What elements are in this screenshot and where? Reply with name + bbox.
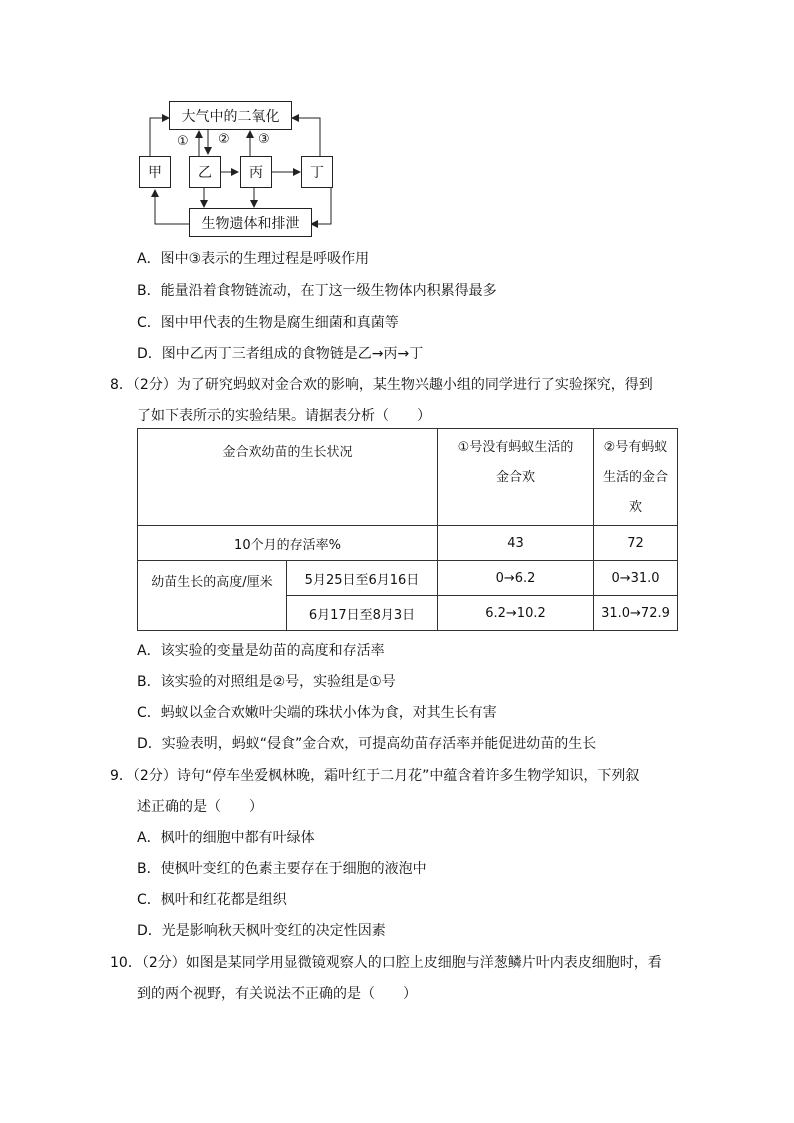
- table-row-period-1: [138, 561, 678, 596]
- header-group-2-line1: ②号有蚂蚁: [603, 440, 668, 455]
- yi-box: 乙: [189, 156, 221, 188]
- q7-option-d: D．图中乙丙丁三者组成的食物链是乙→丙→丁: [137, 346, 424, 362]
- q9-option-d: D．光是影响秋天枫叶变红的决定性因素: [137, 923, 386, 939]
- q9-option-a: A．枫叶的细胞中都有叶绿体: [137, 830, 315, 846]
- table-row-survival: [138, 526, 678, 561]
- q7-option-c: C．图中甲代表的生物是腐生细菌和真菌等: [137, 315, 399, 331]
- process-2-mark: ②: [218, 132, 230, 147]
- q10-stem-line1: 10．（2分）如图是某同学用显微镜观察人的口腔上皮细胞与洋葱鳞片叶内表皮细胞时，看: [110, 955, 662, 971]
- period-1-group-1: 0→6.2: [438, 561, 594, 596]
- survival-group-2: 72: [594, 526, 678, 561]
- table-header-row: [138, 429, 678, 526]
- q8-option-c: C．蚂蚁以金合欢嫩叶尖端的珠状小体为食，对其生长有害: [137, 705, 497, 721]
- q9-stem-line2: 述正确的是（ ）: [137, 799, 263, 815]
- q8-option-d: D．实验表明，蚂蚁“侵食”金合欢，可提高幼苗存活率并能促进幼苗的生长: [137, 736, 597, 752]
- period-1-label: 5月25日至6月16日: [287, 561, 438, 596]
- process-1-mark: ①: [177, 134, 189, 149]
- header-group-1-line1: ①号没有蚂蚁生活的: [457, 440, 574, 455]
- header-group-2-line2: 生活的金合: [602, 470, 668, 485]
- jia-box: 甲: [139, 156, 171, 188]
- height-label: 幼苗生长的高度/厘米: [138, 561, 287, 631]
- period-1-group-2: 0→31.0: [594, 561, 678, 596]
- process-3-mark: ③: [258, 132, 270, 147]
- q8-option-a: A．该实验的变量是幼苗的高度和存活率: [137, 643, 385, 659]
- q9-stem-line1: 9．（2分）诗句“停车坐爱枫林晚，霜叶红于二月花”中蕴含着许多生物学知识，下列叙: [110, 768, 640, 784]
- q8-stem-line1: 8．（2分）为了研究蚂蚁对金合欢的影响，某生物兴趣小组的同学进行了实验探究，得到: [110, 377, 653, 393]
- ding-box: 丁: [301, 156, 333, 188]
- header-group-2: [594, 429, 678, 526]
- remains-box: 生物遗体和排泄: [189, 208, 312, 237]
- q10-stem-line2: 到的两个视野，有关说法不正确的是（ ）: [137, 986, 417, 1002]
- header-group-1-line2: 金合欢: [495, 470, 535, 485]
- survival-group-1: 43: [438, 526, 594, 561]
- bing-box: 丙: [240, 156, 272, 188]
- co2-box: 大气中的二氧化: [169, 101, 292, 130]
- ant-acacia-table: [137, 428, 678, 631]
- q8-stem-line2: 了如下表所示的实验结果。请据表分析（ ）: [137, 408, 431, 424]
- survival-label: 10个月的存活率%: [138, 526, 438, 561]
- q7-option-a: A．图中③表示的生理过程是呼吸作用: [137, 251, 370, 267]
- period-2-group-1: 6.2→10.2: [438, 596, 594, 631]
- q7-option-b: B．能量沿着食物链流动，在丁这一级生物体内积累得最多: [137, 283, 497, 299]
- diagram-arrows: [0, 0, 794, 260]
- header-group-1: [438, 429, 594, 526]
- period-2-group-2: 31.0→72.9: [594, 596, 678, 631]
- period-2-label: 6月17日至8月3日: [287, 596, 438, 631]
- q8-option-b: B．该实验的对照组是②号，实验组是①号: [137, 674, 396, 690]
- header-main: 金合欢幼苗的生长状况: [138, 429, 438, 526]
- header-group-2-line3: 欢: [628, 500, 642, 515]
- q9-option-b: B．使枫叶变红的色素主要存在于细胞的液泡中: [137, 861, 427, 877]
- q9-option-c: C．枫叶和红花都是组织: [137, 892, 287, 908]
